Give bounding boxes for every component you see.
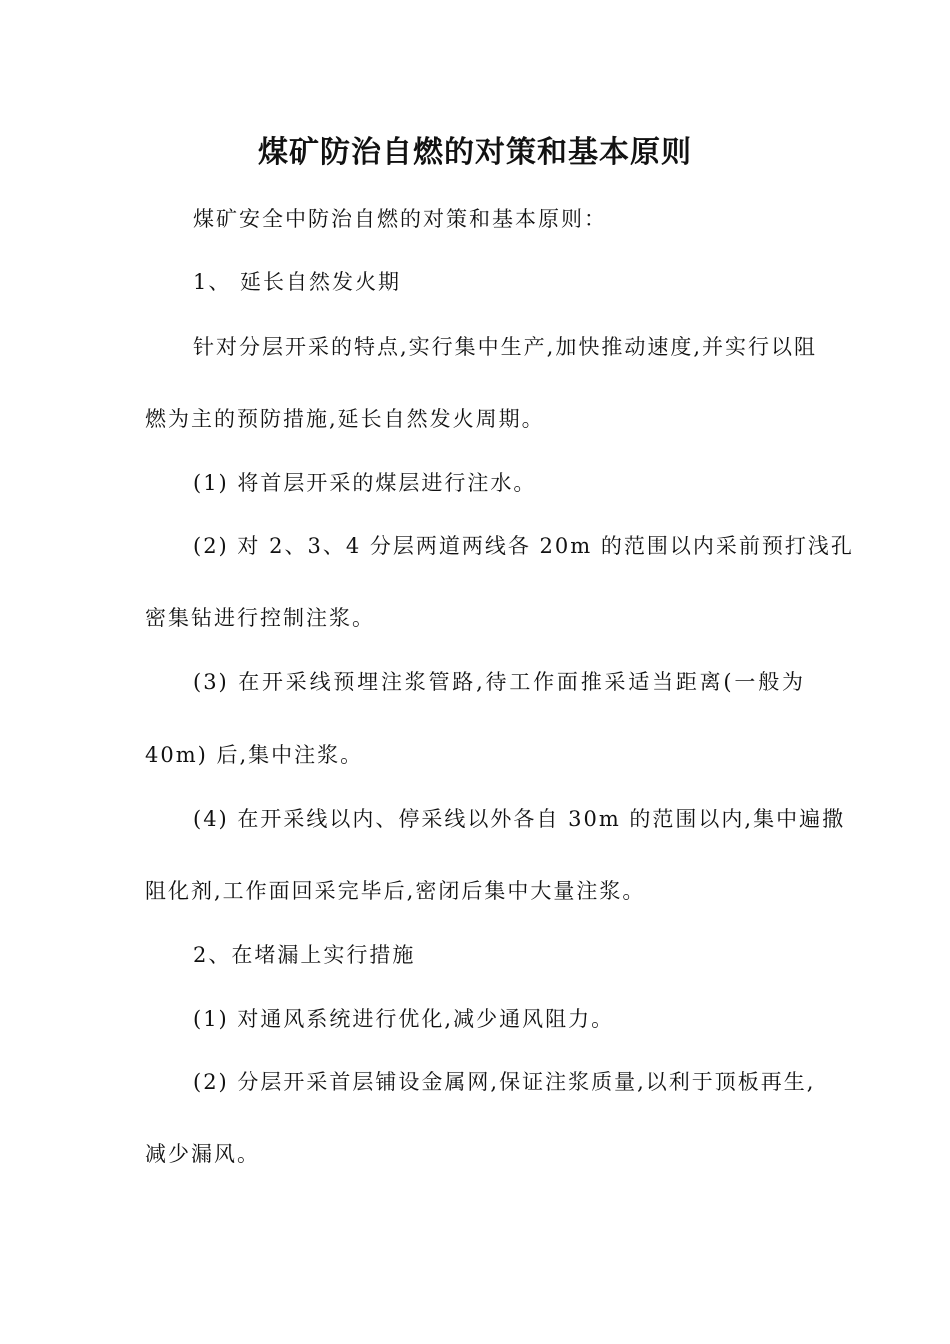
paragraph-line: 针对分层开采的特点,实行集中生产,加快推动速度,并实行以阻 [193,335,818,359]
paragraph-line: 40m) 后,集中注浆。 [145,743,364,767]
list-item-1-1: (1) 将首层开采的煤层进行注水。 [193,471,537,495]
list-item-1-4: (4) 在开采线以内、停采线以外各自 30m 的范围以内,集中遍撒 [193,807,846,831]
list-item-2-2: (2) 分层开采首层铺设金属网,保证注浆质量,以利于顶板再生, [193,1070,816,1094]
paragraph-intro: 煤矿安全中防治自燃的对策和基本原则： [193,207,607,231]
paragraph-line: 密集钻进行控制注浆。 [145,606,375,630]
section-heading-2: 2、在堵漏上实行措施 [193,943,416,967]
list-item-2-1: (1) 对通风系统进行优化,减少通风阻力。 [193,1007,615,1031]
paragraph-line: 燃为主的预防措施,延长自然发火周期。 [145,407,545,431]
list-item-1-2: (2) 对 2、3、4 分层两道两线各 20m 的范围以内采前预打浅孔 [193,534,854,558]
paragraph-line: 阻化剂,工作面回采完毕后,密闭后集中大量注浆。 [145,879,646,903]
section-heading-1: 1、 延长自然发火期 [193,270,402,294]
list-item-1-3: (3) 在开采线预埋注浆管路,待工作面推采适当距离(一般为 [193,670,805,694]
paragraph-line: 减少漏风。 [145,1142,260,1166]
document-title: 煤矿防治自燃的对策和基本原则 [258,135,692,170]
